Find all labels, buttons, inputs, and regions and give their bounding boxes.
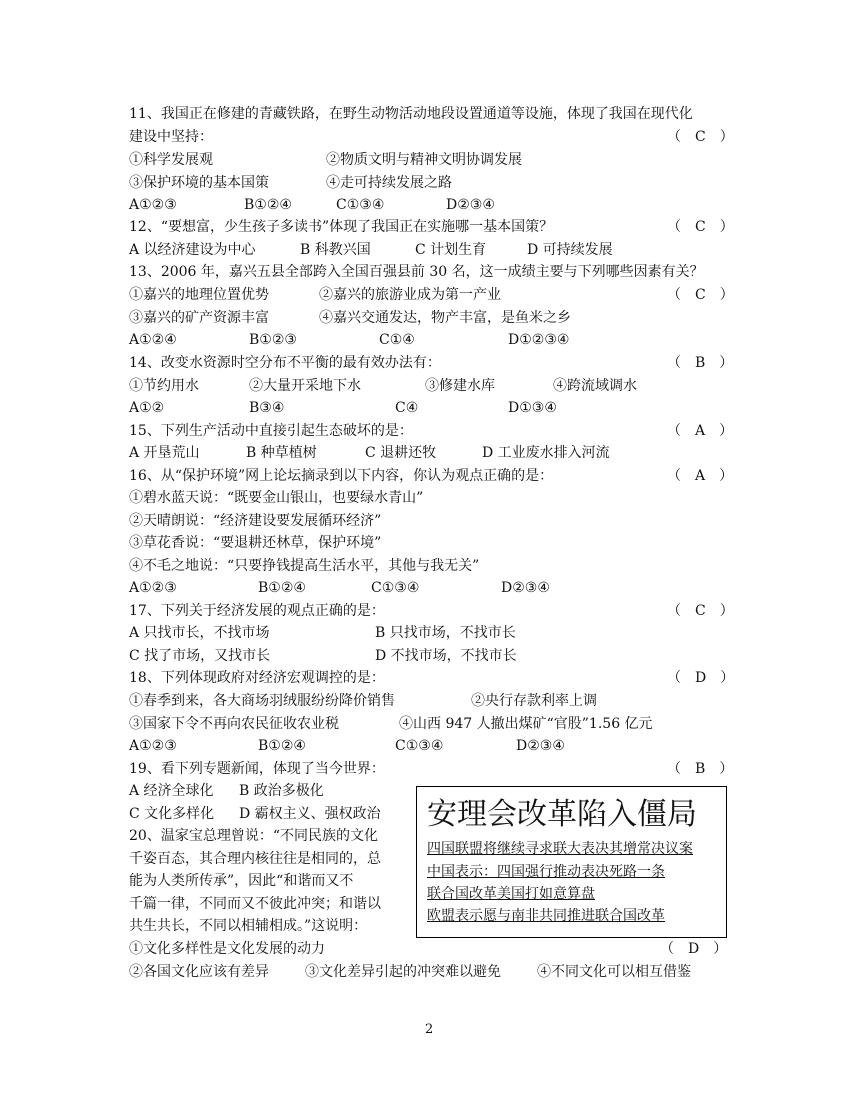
q15-choice-c: C 退耕还牧 — [365, 445, 437, 461]
q14-answer: （ B ） — [667, 355, 734, 371]
q20-option-3: ③文化差异引起的冲突难以避免 — [305, 964, 501, 980]
q13-choice-c: C①④ — [379, 332, 415, 348]
q11-choice-a: A①②③ — [129, 197, 177, 213]
page-number: 2 — [425, 1022, 434, 1037]
q19-answer: （ B ） — [667, 761, 734, 777]
q11-choice-b: B①②④ — [244, 197, 292, 213]
news-box-line-1: 四国联盟将继续寻求联大表决其增常决议案 — [427, 841, 693, 857]
q14-option-4: ④跨流域调水 — [553, 378, 637, 394]
q13-option-4: ④嘉兴交通发达，物产丰富，是鱼米之乡 — [319, 310, 571, 326]
q14-choice-c: C④ — [395, 400, 419, 416]
q17-choice-a: A 只找市长，不找市场 — [129, 625, 270, 641]
q16-stem: 16、从“保护环境”网上论坛摘录到以下内容，你认为观点正确的是： — [129, 468, 554, 484]
q16-choice-a: A①②③ — [129, 580, 177, 596]
q11-choice-c: C①③④ — [336, 197, 385, 213]
q15-stem: 15、下列生产活动中直接引起生态破坏的是： — [129, 423, 413, 439]
q12-answer: （ C ） — [667, 219, 734, 235]
q18-option-4: ④山西 947 人撤出煤矿“官股”1.56 亿元 — [399, 716, 653, 732]
q14-choice-a: A①② — [129, 400, 165, 416]
q20-stem-line1: 20、温家宝总理曾说：“不同民族的文化 — [129, 828, 378, 844]
q20-option-2: ②各国文化应该有差异 — [129, 964, 269, 980]
q13-stem: 13、2006 年，嘉兴五县全部跨入全国百强县前 30 名，这一成绩主要与下列哪些因素有关？ — [129, 264, 704, 280]
news-box — [416, 786, 727, 938]
q14-stem: 14、改变水资源时空分布不平衡的最有效办法有： — [129, 355, 441, 371]
q17-answer: （ C ） — [667, 603, 734, 619]
q12-choice-d: D 可持续发展 — [527, 242, 613, 258]
q18-choice-a: A①②③ — [129, 738, 177, 754]
q14-option-3: ③修建水库 — [425, 378, 495, 394]
q11-option-4: ④走可持续发展之路 — [326, 175, 452, 191]
q17-stem: 17、下列关于经济发展的观点正确的是： — [129, 603, 385, 619]
q15-answer: （ A ） — [667, 423, 734, 439]
q13-answer: （ C ） — [667, 287, 734, 303]
q18-choice-b: B①②④ — [258, 738, 306, 754]
q18-option-1: ①春季到来，各大商场羽绒服纷纷降价销售 — [129, 693, 395, 709]
q20-stem-line2: 千姿百态，其合理内核往往是相同的，总 — [129, 851, 381, 867]
q11-choice-d: D②③④ — [446, 197, 495, 213]
q16-option-1: ①碧水蓝天说：“既要金山银山，也要绿水青山” — [129, 490, 424, 506]
q20-stem-line4: 千篇一律，不同而又不彼此冲突；和谐以 — [129, 896, 381, 912]
q18-answer: （ D ） — [667, 670, 735, 686]
q13-choice-a: A①②④ — [129, 332, 177, 348]
q16-answer: （ A ） — [667, 468, 734, 484]
q14-choice-b: B③④ — [249, 400, 285, 416]
q12-choice-b: B 科教兴国 — [300, 242, 371, 258]
q15-choice-b: B 种草植树 — [246, 445, 317, 461]
q19-choice-a: A 经济全球化 — [129, 783, 214, 799]
q16-option-3: ③草花香说：“要退耕还林草，保护环境” — [129, 535, 382, 551]
q20-stem-line3: 能为人类所传承”，因此“和谐而又不 — [129, 873, 354, 889]
news-box-line-4: 欧盟表示愿与南非共同推进联合国改革 — [427, 908, 665, 924]
q13-option-1: ①嘉兴的地理位置优势 — [129, 287, 269, 303]
q11-option-1: ①科学发展观 — [129, 152, 213, 168]
q12-choice-c: C 计划生育 — [415, 242, 487, 258]
q20-option-4: ④不同文化可以相互借鉴 — [537, 964, 691, 980]
q16-option-4: ④不毛之地说：“只要挣钱提高生活水平，其他与我无关” — [129, 558, 480, 574]
news-box-line-3: 联合国改革美国打如意算盘 — [427, 886, 595, 902]
q11-option-2: ②物质文明与精神文明协调发展 — [326, 152, 522, 168]
q13-choice-b: B①②③ — [249, 332, 297, 348]
q11-stem-line1: 11、我国正在修建的青藏铁路，在野生动物活动地段设置通道等设施，体现了我国在现代化 — [129, 106, 693, 122]
q13-option-2: ②嘉兴的旅游业成为第一产业 — [319, 287, 501, 303]
q15-choice-d: D 工业废水排入河流 — [482, 445, 610, 461]
q18-option-3: ③国家下令不再向农民征收农业税 — [129, 716, 339, 732]
q18-choice-d: D②③④ — [516, 738, 565, 754]
q14-option-2: ②大量开采地下水 — [249, 378, 361, 394]
q11-stem-line2: 建设中坚持： — [129, 129, 213, 145]
q16-choice-b: B①②④ — [258, 580, 306, 596]
news-box-line-2: 中国表示：四国强行推动表决死路一条 — [427, 864, 665, 880]
q13-option-3: ③嘉兴的矿产资源丰富 — [129, 310, 269, 326]
q16-choice-c: C①③④ — [371, 580, 420, 596]
q12-choice-a: A 以经济建设为中心 — [129, 242, 256, 258]
q15-choice-a: A 开垦荒山 — [129, 445, 200, 461]
q19-stem: 19、看下列专题新闻，体现了当今世界： — [129, 761, 385, 777]
news-box-title: 安理会改革陷入僵局 — [427, 797, 697, 832]
q20-option-1: ①文化多样性是文化发展的动力 — [129, 941, 325, 957]
q14-choice-d: D①③④ — [508, 400, 557, 416]
q20-stem-line5: 共生共长，不同以相辅相成。”这说明： — [129, 918, 368, 934]
q20-answer: （ D ） — [660, 941, 728, 957]
q13-choice-d: D①②③④ — [508, 332, 570, 348]
q11-answer: （ C ） — [667, 129, 734, 145]
q18-stem: 18、下列体现政府对经济宏观调控的是： — [129, 670, 385, 686]
q16-option-2: ②天晴朗说：“经济建设要发展循环经济” — [129, 513, 382, 529]
q12-stem: 12、“要想富，少生孩子多读书”体现了我国正在实施哪一基本国策？ — [129, 219, 554, 235]
q17-choice-b: B 只找市场，不找市长 — [375, 625, 516, 641]
q14-option-1: ①节约用水 — [129, 378, 199, 394]
q19-choice-c: C 文化多样化 — [129, 806, 215, 822]
q17-choice-d: D 不找市场，不找市长 — [375, 648, 517, 664]
q19-choice-b: B 政治多极化 — [239, 783, 324, 799]
q17-choice-c: C 找了市场，又找市长 — [129, 648, 271, 664]
q19-choice-d: D 霸权主义、强权政治 — [239, 806, 381, 822]
q16-choice-d: D②③④ — [501, 580, 550, 596]
q18-option-2: ②央行存款利率上调 — [471, 693, 597, 709]
q18-choice-c: C①③④ — [395, 738, 444, 754]
q11-option-3: ③保护环境的基本国策 — [129, 175, 269, 191]
